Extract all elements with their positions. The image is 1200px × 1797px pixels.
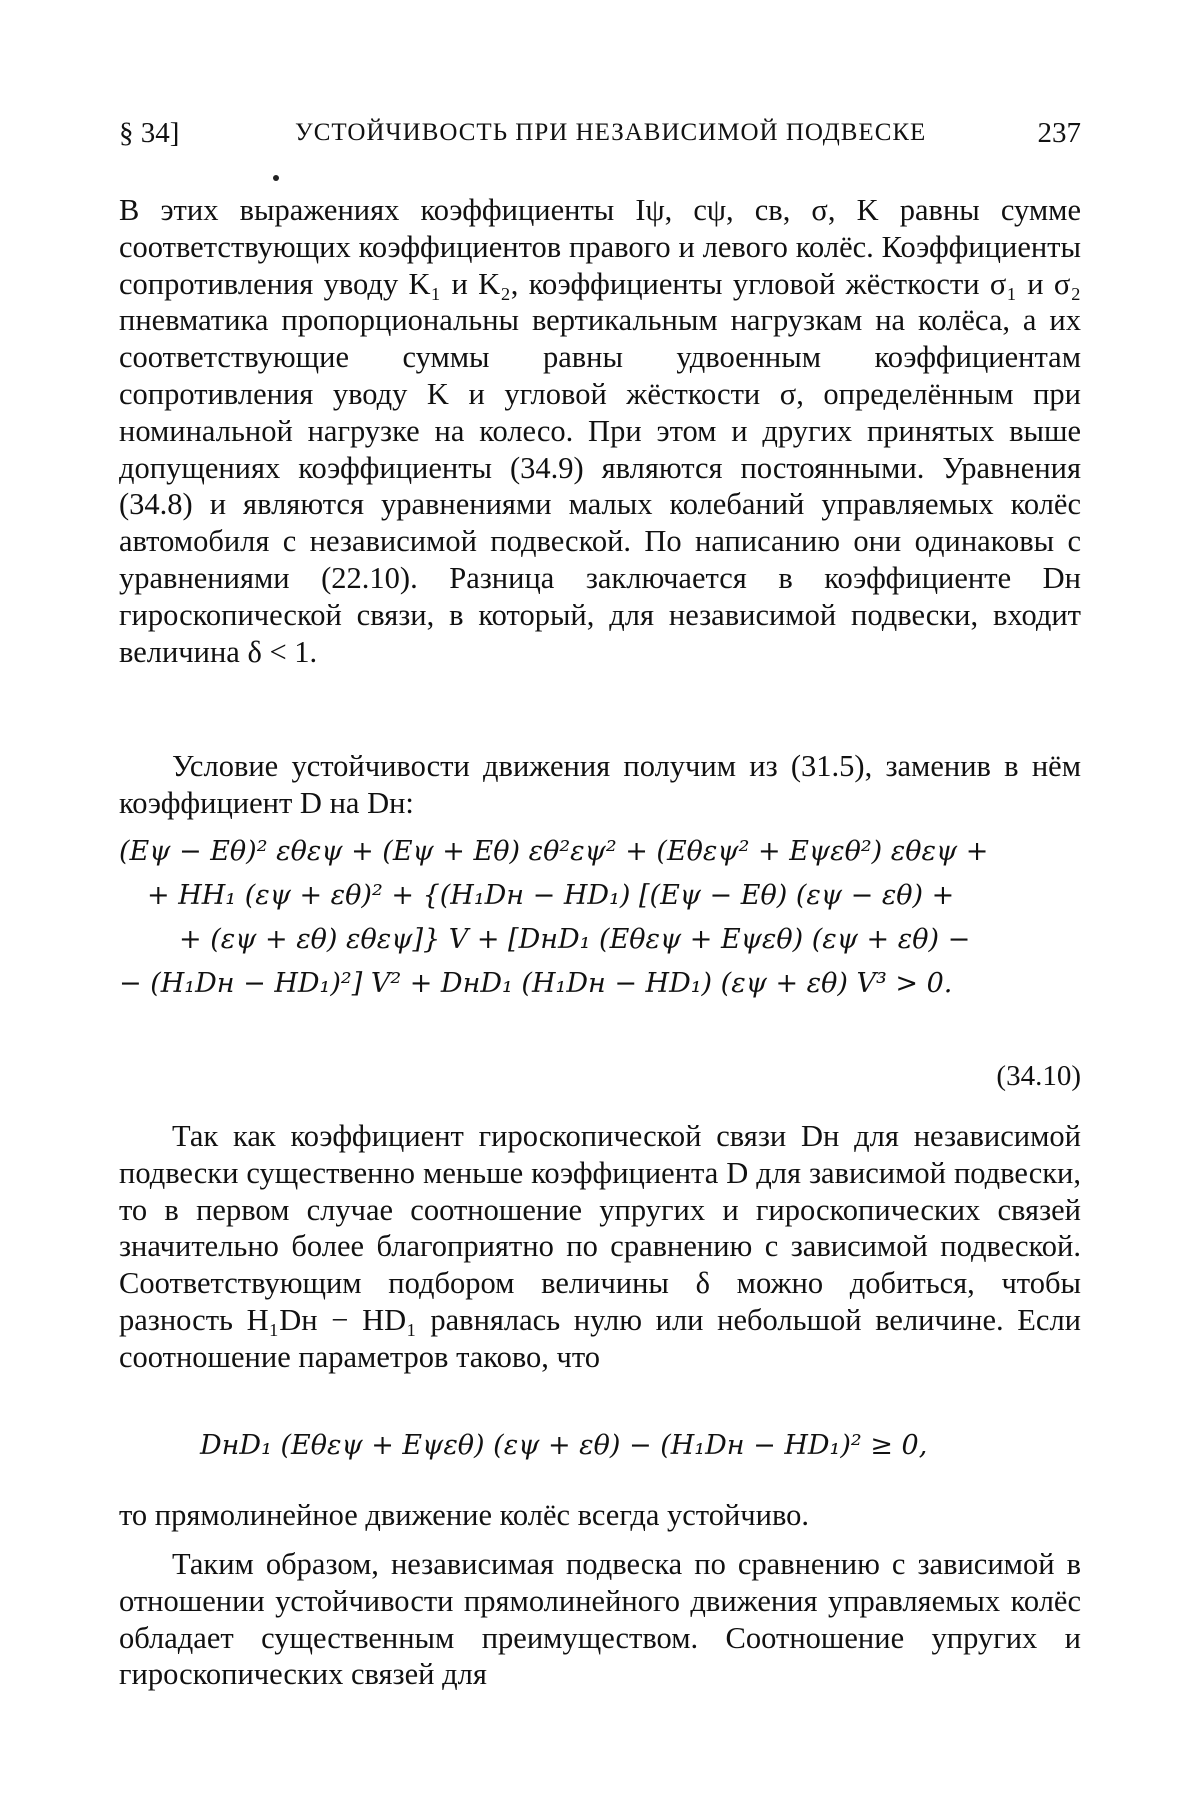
paragraph-4: то прямолинейное движение колёс всегда устойчиво.: [119, 1498, 810, 1532]
paragraph-2: Условие устойчивости движения получим из (31.5), заменив в нём коэффициент D на Dн:: [119, 749, 1081, 820]
inequality-condition: DнD₁ (Eθεψ + Eψεθ) (εψ + εθ) − (H₁Dн − HD₁)² ≥ 0,: [200, 1430, 928, 1461]
page-number: 237: [1037, 117, 1081, 149]
equation-number: (34.10): [996, 1060, 1081, 1092]
equation-line: + HH₁ (εψ + εθ)² + {(H₁Dн − HD₁) [(Eψ − Eθ) (εψ − εθ) +: [147, 880, 955, 911]
equation-line: (Eψ − Eθ)² εθεψ + (Eψ + Eθ) εθ²εψ² + (Eθεψ² + Eψεθ²) εθεψ +: [119, 836, 989, 867]
equation-line: − (H₁Dн − HD₁)²] V² + DнD₁ (H₁Dн − HD₁) (εψ + εθ) V³ > 0.: [119, 968, 953, 999]
paragraph-5: Таким образом, независимая подвеска по сравнению с зависимой в отношении устойчивости прямолинейного движения управляемых колёс обладает существенным преимуществом. Соотношение упругих и гироскопических связей для: [119, 1547, 1081, 1692]
paragraph-1: В этих выражениях коэффициенты Iψ, cψ, cв, σ, K равны сумме соответствующих коэффициентов правого и левого колёс. Коэффициенты сопротивления уводу K₁ и K₂, коэффициенты угловой жёсткости σ₁ и σ₂ пневматика пропорциональны вертикальным нагрузкам на колёса, а их соответствующие суммы равны удвоенным коэффициентам сопротивления уводу K и угловой жёсткости σ, определённым при номинальной нагрузке на колесо. При этом и других принятых выше допущениях коэффициенты (34.9) являются постоянными. Уравнения (34.8) и являются уравнениями малых колебаний управляемых колёс автомобиля с независимой подвеской. По написанию они одинаковы с уравнениями (22.10). Разница заключается в коэффициенте Dн гироскопической связи, в который, для независимой подвески, входит величина δ < 1.: [119, 193, 1081, 669]
running-title: УСТОЙЧИВОСТЬ ПРИ НЕЗАВИСИМОЙ ПОДВЕСКЕ: [295, 119, 927, 146]
page-header: [119, 111, 1081, 155]
print-speck: [273, 175, 279, 181]
section-number: § 34]: [119, 117, 180, 149]
equation-34-10: [119, 830, 1081, 1006]
equation-line: + (εψ + εθ) εθεψ]} V + [DнD₁ (Eθεψ + Eψεθ) (εψ + εθ) −: [179, 924, 971, 955]
paragraph-3: Так как коэффициент гироскопической связи Dн для независимой подвески существенно меньше коэффициента D для зависимой подвески, то в первом случае соотношение упругих и гироскопических связей значительно более благоприятно по сравнению с зависимой подвеской. Соответствующим подбором величины δ можно добиться, чтобы разность H₁Dн − HD₁ равнялась нулю или небольшой величине. Если соотношение параметров таково, что: [119, 1119, 1081, 1374]
